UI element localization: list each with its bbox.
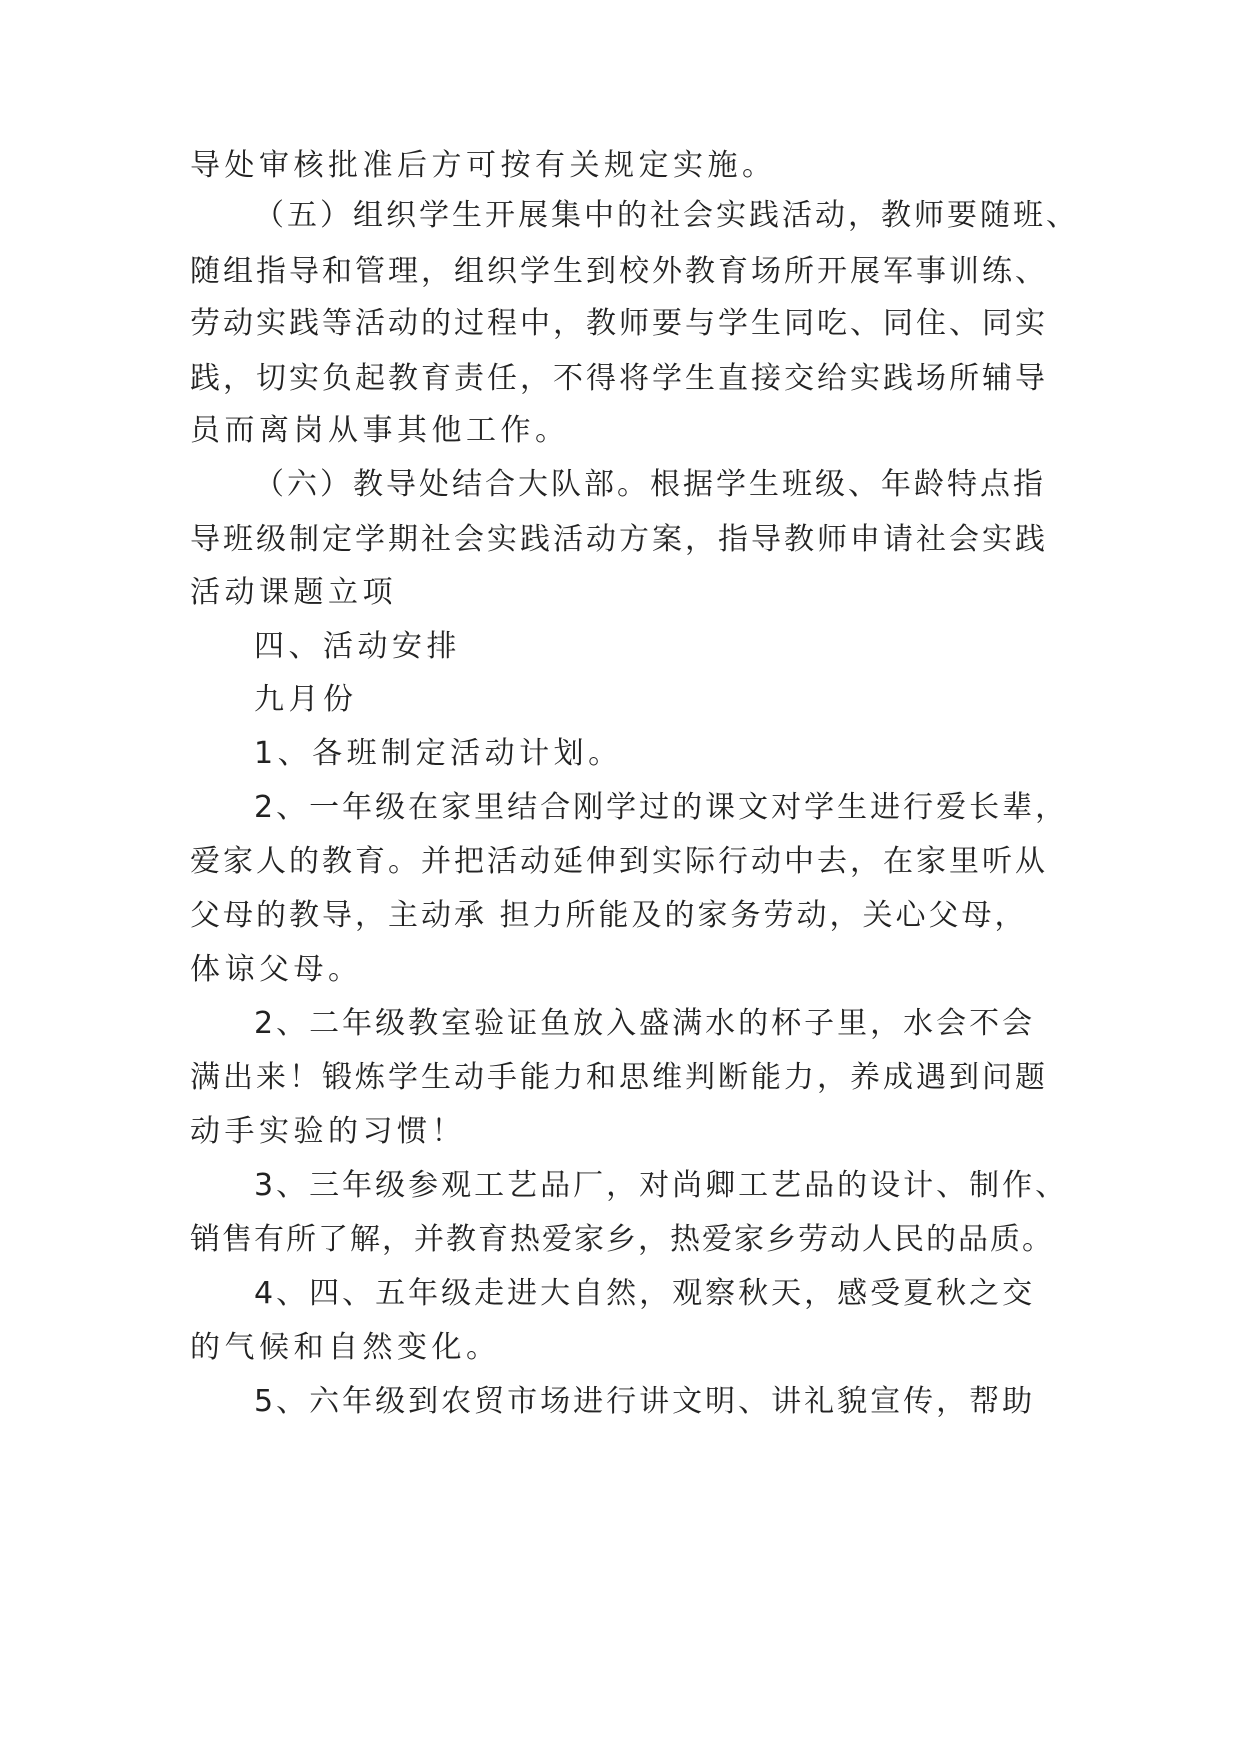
text-line: 体谅父母。 <box>190 952 363 987</box>
text-line: 员而离岗从事其他工作。 <box>190 413 570 448</box>
text-line: 5、六年级到农贸市场进行讲文明、讲礼貌宣传，帮助 <box>254 1384 1036 1419</box>
text-line: 随组指导和管理，组织学生到校外教育场所开展军事训练、 <box>190 254 1048 289</box>
text-line: 3、三年级参观工艺品厂，对尚卿工艺品的设计、制作、 <box>254 1168 1069 1203</box>
text-line: 满出来！锻炼学生动手能力和思维判断能力，养成遇到问题 <box>190 1060 1048 1095</box>
text-line: 活动课题立项 <box>190 575 397 610</box>
text-line: 导班级制定学期社会实践活动方案，指导教师申请社会实践 <box>190 522 1048 557</box>
text-line: 爱家人的教育。并把活动延伸到实际行动中去，在家里听从 <box>190 844 1048 879</box>
text-line: 劳动实践等活动的过程中，教师要与学生同吃、同住、同实 <box>190 306 1048 341</box>
text-line: 2、一年级在家里结合刚学过的课文对学生进行爱长辈， <box>254 790 1069 825</box>
text-line: （五）组织学生开展集中的社会实践活动，教师要随班、 <box>254 198 1079 233</box>
text-line: 动手实验的习惯！ <box>190 1114 466 1149</box>
text-line: 践，切实负起教育责任，不得将学生直接交给实践场所辅导 <box>190 361 1048 396</box>
text-line: 导处审核批准后方可按有关规定实施。 <box>190 148 777 183</box>
text-line: 的气候和自然变化。 <box>190 1330 501 1365</box>
section-heading: 四、活动安排 <box>254 629 461 664</box>
text-line: 2、二年级教室验证鱼放入盛满水的杯子里，水会不会 <box>254 1006 1036 1041</box>
text-line: 4、四、五年级走进大自然，观察秋天，感受夏秋之交 <box>254 1276 1036 1311</box>
text-line: 1、各班制定活动计划。 <box>254 736 623 771</box>
text-line: 销售有所了解，并教育热爱家乡，热爱家乡劳动人民的品质。 <box>190 1222 1054 1257</box>
text-line: （六）教导处结合大队部。根据学生班级、年龄特点指 <box>254 467 1046 502</box>
text-line: 父母的教导，主动承 担力所能及的家务劳动，关心父母， <box>190 898 1028 933</box>
month-heading: 九月份 <box>254 682 358 717</box>
